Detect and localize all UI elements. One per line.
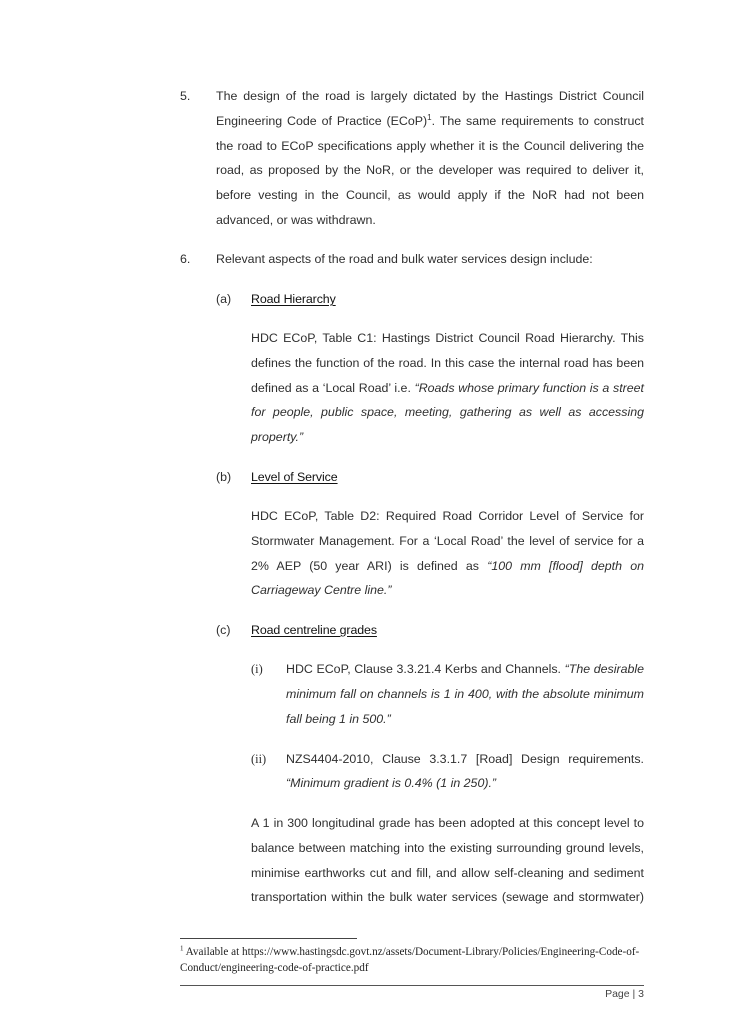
footnote (180, 945, 640, 976)
road-hierarchy-quote: “Roads whose primary function is a street for people, public space, meeting, gathering as well as accessing property.” (251, 380, 644, 445)
roman-label: (i) (251, 662, 263, 676)
subitem-label: (b) (216, 470, 232, 484)
subitem-label: (a) (216, 292, 232, 306)
clause-ii-body: NZS4404-2010, Clause 3.3.1.7 [Road] Design requirements. (286, 752, 644, 766)
footnote-separator (180, 938, 357, 939)
paragraph-5 (216, 84, 644, 233)
closing-paragraph: A 1 in 300 longitudinal grade has been adopted at this concept level to balance between matching into the existing surrounding ground levels, minimise earthworks cut and fill, and allow self-cleaning and sediment transportation within the bulk water services (sewage and stormwater) (251, 816, 644, 905)
clause-i-quote: “The desirable minimum fall on channels is 1 in 400, with the absolute minimum fall being 1 in 500.” (286, 662, 645, 726)
subitem-label: (c) (216, 623, 231, 637)
heading-level-of-service: Level of Service (251, 470, 338, 484)
paragraph-5-text-a: The design of the road is largely dictated by the Hastings District Council Engineering Code of Practice (ECoP) (216, 89, 644, 128)
clause-i-text (286, 657, 644, 731)
level-of-service-body: HDC ECoP, Table D2: Required Road Corridor Level of Service for Stormwater Management. For a ‘Local Road’ the level of service for a 2% AEP (50 year ARI) is defined as (251, 509, 644, 573)
item-number: 5. (180, 89, 191, 103)
roman-label: (ii) (251, 752, 267, 766)
clause-i-body: HDC ECoP, Clause 3.3.21.4 Kerbs and Channels. (286, 662, 565, 676)
paragraph-5-text-b: . The same requirements to construct the road to ECoP specifications apply whether it is the Council delivering the road, as proposed by the NoR, or the developer was required to deliver it, before vesting in the Council, as would apply if the NoR had not been advanced, or was withdrawn. (216, 113, 644, 227)
heading-road-hierarchy: Road Hierarchy (251, 292, 336, 306)
heading-road-centreline-grades: Road centreline grades (251, 623, 377, 637)
footnote-reference[interactable]: 1 (427, 112, 432, 122)
footer-rule (180, 985, 644, 986)
item-number: 6. (180, 252, 191, 266)
clause-ii-quote: “Minimum gradient is 0.4% (1 in 250).” (286, 776, 497, 790)
road-hierarchy-body: HDC ECoP, Table C1: Hastings District Council Road Hierarchy. This defines the function of the road. In this case the internal road has been defined as a ‘Local Road’ i.e. (251, 331, 644, 395)
clause-ii-quote-line (286, 771, 644, 796)
road-hierarchy-text (251, 326, 644, 450)
footnote-number: 1 (180, 944, 184, 953)
level-of-service-quote: “100 mm [flood] depth on Carriageway Centre line.” (251, 558, 644, 598)
footnote-text: Available at https://www.hastingsdc.govt.nz/assets/Document-Library/Policies/Engineering-Code-of-Conduct/engineering-code-of-practice.pdf (180, 946, 640, 974)
paragraph-6: Relevant aspects of the road and bulk water services design include: (216, 252, 593, 266)
level-of-service-text (251, 504, 644, 603)
page-number: Page | 3 (605, 988, 644, 1000)
